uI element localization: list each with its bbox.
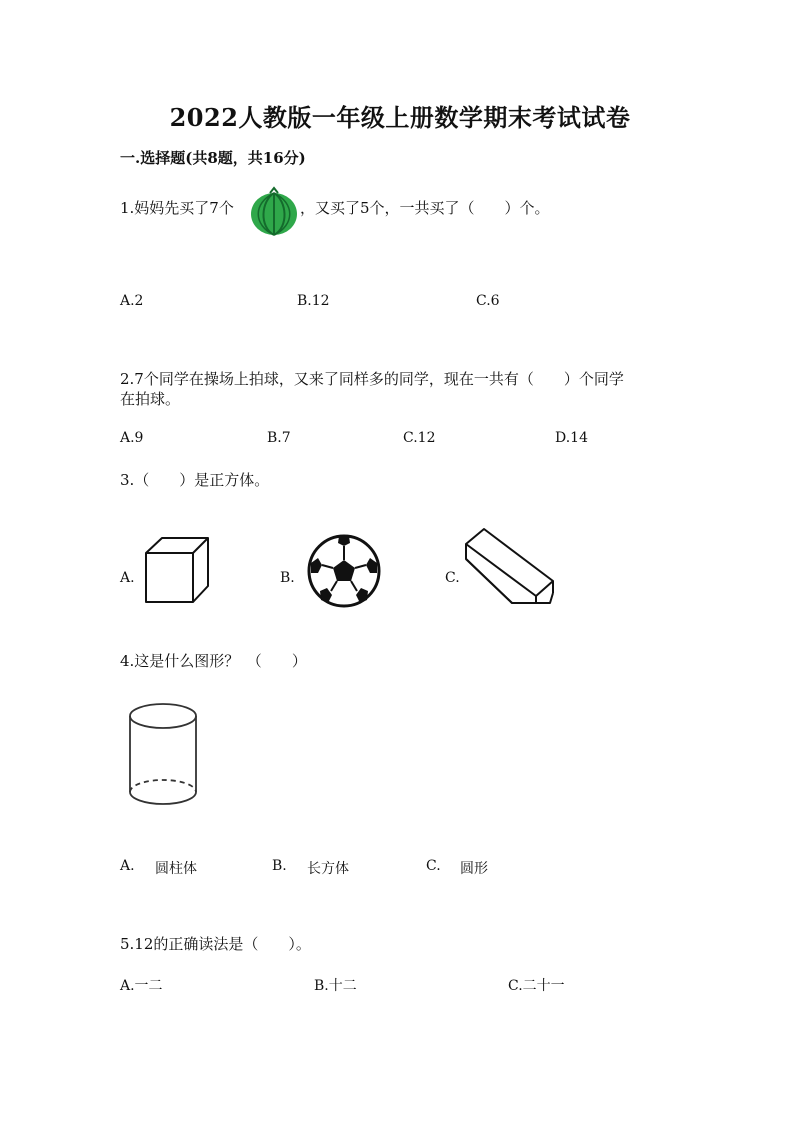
question-1-text-end: ，又买了5个，一共买了（ ）个。 [300, 199, 550, 217]
cube-icon [140, 532, 214, 608]
cuboid-icon [462, 526, 556, 608]
q4-option-a-text[interactable]: 圆柱体 [155, 861, 197, 877]
q5-option-a[interactable]: A.一二 [120, 978, 163, 994]
q4-option-a-label[interactable]: A. [120, 858, 135, 874]
q4-option-b-label[interactable]: B. [272, 858, 287, 874]
q4-option-c-label[interactable]: C. [426, 858, 441, 874]
q5-option-b[interactable]: B.十二 [314, 978, 357, 994]
question-2-text-line1: 2.7个同学在操场上拍球，又来了同样多的同学，现在一共有（ ）个同学 [120, 370, 624, 388]
q4-option-b-text[interactable]: 长方体 [307, 861, 349, 877]
q4-option-c-text[interactable]: 圆形 [460, 861, 488, 877]
q2-option-a[interactable]: A.9 [120, 430, 144, 446]
question-5-text: 5.12的正确读法是（ ）。 [120, 935, 311, 953]
soccer-ball-icon [306, 533, 382, 609]
watermelon-icon [249, 187, 299, 237]
q1-option-a[interactable]: A.2 [120, 293, 144, 309]
q3-option-b[interactable]: B. [280, 570, 295, 586]
section-heading: 一.选择题(共8题，共16分) [120, 149, 306, 167]
question-1-text-start: 1.妈妈先买了7个 [120, 199, 234, 217]
q1-option-b[interactable]: B.12 [297, 293, 330, 309]
question-4-text: 4.这是什么图形？ （ ） [120, 652, 307, 670]
cylinder-icon [127, 700, 201, 812]
question-2-text-line2: 在拍球。 [120, 390, 181, 408]
q2-option-c[interactable]: C.12 [403, 430, 436, 446]
question-3-text: 3.（ ）是正方体。 [120, 471, 270, 489]
q2-option-b[interactable]: B.7 [267, 430, 291, 446]
page-title: 2022人教版一年级上册数学期末考试试卷 [169, 103, 631, 132]
q3-option-a[interactable]: A. [120, 570, 135, 586]
q2-option-d[interactable]: D.14 [555, 430, 588, 446]
q1-option-c[interactable]: C.6 [476, 293, 500, 309]
q5-option-c[interactable]: C.二十一 [508, 978, 565, 994]
q3-option-c[interactable]: C. [445, 570, 460, 586]
